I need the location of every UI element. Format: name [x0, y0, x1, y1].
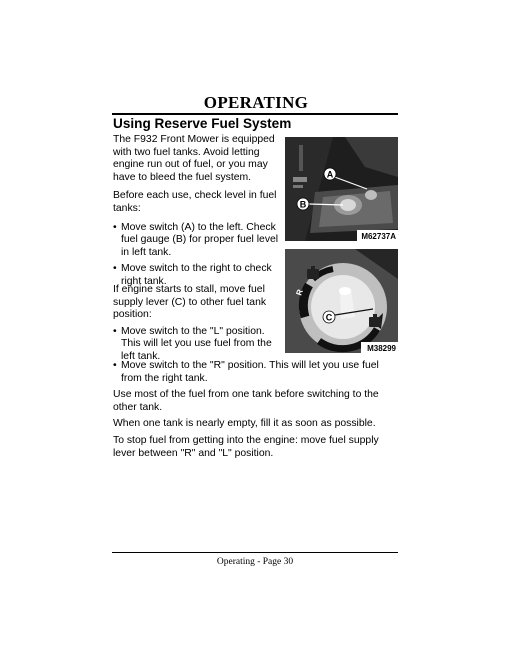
full-width-text — [113, 360, 399, 464]
bullet-text: Move switch to the "L" position. This will let you use fuel from the left tank. — [121, 325, 272, 362]
callout-a-label: A — [326, 169, 334, 180]
stall-column — [113, 284, 279, 368]
page-header-title: OPERATING — [203, 93, 309, 112]
figure-fuel-lever-photo — [285, 249, 398, 353]
header-rule — [112, 113, 398, 115]
callout-b-label: B — [299, 199, 307, 210]
bullet-dot: • — [113, 263, 117, 275]
bullet-text: Move switch to the right to check right tank. — [121, 263, 272, 287]
bullet-text: Move switch to the "R" position. This will let you use fuel from the right tank. — [121, 360, 379, 384]
dial-r-label: R — [294, 288, 305, 297]
paragraph: When one tank is nearly empty, fill it as soon as possible. — [113, 418, 376, 430]
stall-paragraph: If engine starts to stall, move fuel supply lever (C) to other fuel tank position: — [113, 284, 267, 321]
figure-code: M38299 — [367, 344, 396, 353]
figure-fuel-switch-photo — [285, 137, 398, 241]
intro-paragraph: The F932 Front Mower is equipped with two fuel tanks. Avoid letting engine run out of fuel, or you may have to bleed the fuel system. — [113, 134, 275, 183]
bullet-text: Move switch (A) to the left. Check fuel gauge (B) for proper fuel level in left tank. — [121, 221, 279, 258]
paragraph: To stop fuel from getting into the engine: move fuel supply lever between "R" and "L" position. — [113, 434, 379, 459]
footer-rule — [112, 552, 398, 553]
bullet-item — [113, 222, 279, 260]
bullet-dot: • — [113, 221, 117, 233]
check-level-paragraph: Before each use, check level in fuel tanks: — [113, 190, 277, 214]
intro-column — [113, 134, 279, 293]
paragraph: Use most of the fuel from one tank before switching to the other tank. — [113, 389, 379, 413]
figure-fuel-switch-drawing — [285, 137, 398, 241]
page-footer: Operating - Page 30 — [216, 557, 294, 567]
figure-fuel-lever-drawing — [285, 249, 398, 353]
section-title: Using Reserve Fuel System — [113, 116, 292, 131]
callout-c-label: C — [325, 312, 333, 323]
bullet-item — [113, 360, 399, 385]
bullet-dot: • — [113, 360, 117, 371]
bullet-item — [113, 326, 279, 364]
bullet-dot: • — [113, 325, 117, 337]
figure-code: M62737A — [361, 232, 396, 241]
